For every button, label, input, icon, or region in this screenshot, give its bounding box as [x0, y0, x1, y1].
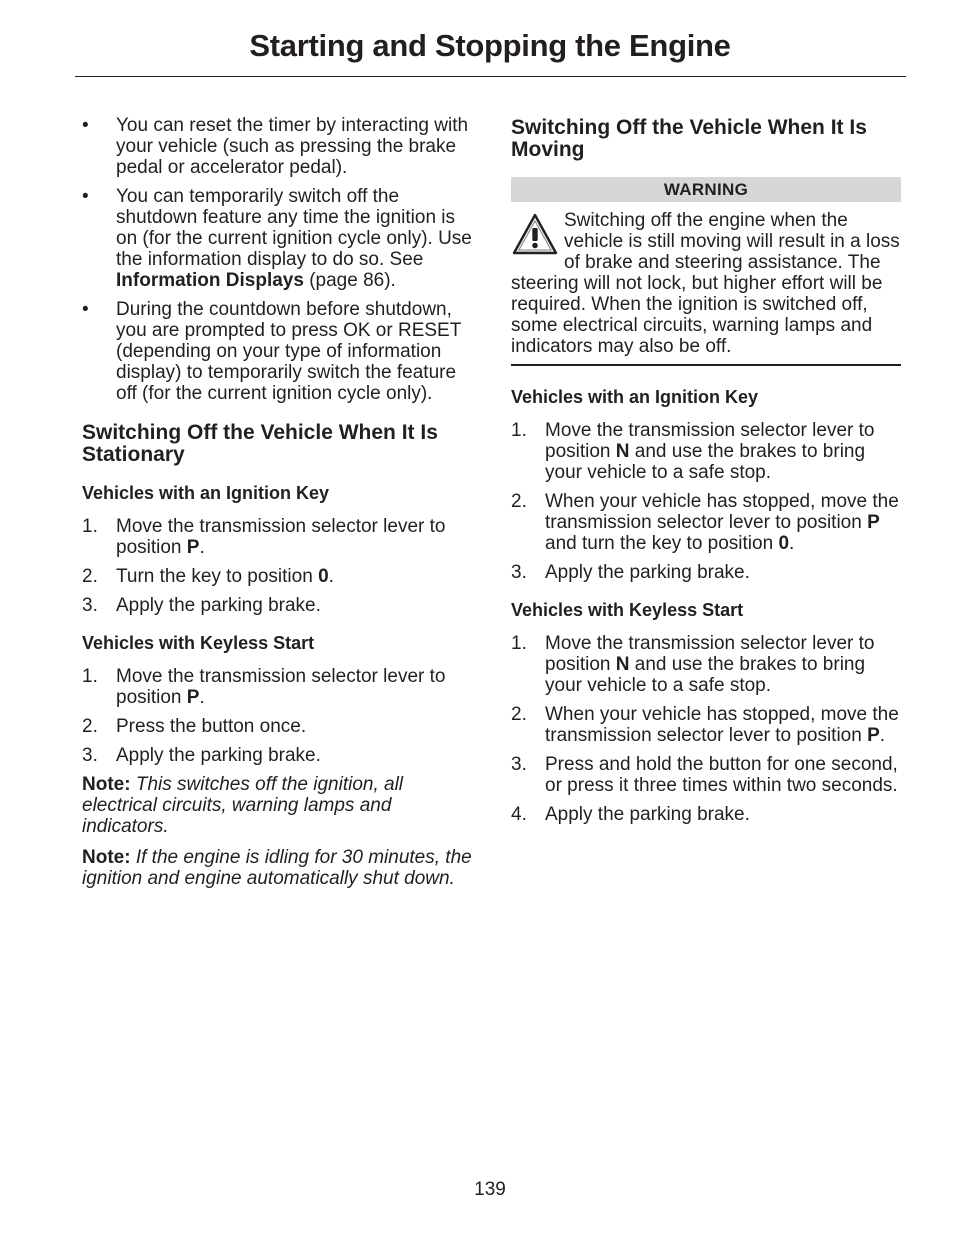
warning-label: WARNING: [511, 177, 901, 202]
step-number: 1.: [511, 633, 527, 654]
subheading-ignition-key: Vehicles with an Ignition Key: [82, 483, 330, 503]
left-column: [82, 115, 472, 889]
step-text: .: [789, 533, 795, 554]
list-item: [511, 754, 901, 796]
bullet-text: You can temporarily switch off the shutdown feature any time the ignition is on (for the current ignition cycle only). Use the information display to do so. See: [116, 186, 472, 270]
step-text: Press and hold the button for one second, or press it three times within two seconds.: [545, 754, 898, 796]
step-number: 3.: [511, 754, 527, 775]
warning-triangle-icon: [511, 212, 559, 256]
step-number: 1.: [511, 420, 527, 441]
step-text: and use the brakes to bring your vehicle to a safe stop.: [545, 654, 866, 696]
steps-ignition-key: [82, 516, 472, 616]
list-item: [82, 516, 472, 558]
bullet-text: (page 86).: [303, 270, 396, 291]
list-item: [511, 420, 901, 483]
step-text: Apply the parking brake.: [116, 595, 321, 616]
page-title: Starting and Stopping the Engine: [249, 28, 731, 63]
step-number: 2.: [82, 716, 98, 737]
cross-reference-link[interactable]: Information Displays: [116, 270, 304, 291]
note-text: If the engine is idling for 30 minutes, the ignition and engine automatically shut down.: [82, 847, 472, 889]
step-bold: N: [615, 654, 630, 675]
list-item: [511, 704, 901, 746]
step-bold: P: [186, 687, 200, 708]
step-number: 3.: [82, 745, 98, 766]
bullet-marker: •: [82, 115, 89, 136]
note-idle-shutdown: [82, 847, 472, 889]
step-bold: N: [615, 441, 630, 462]
list-item: [82, 595, 472, 616]
step-number: 3.: [82, 595, 98, 616]
right-column: [511, 115, 901, 833]
steps-ignition-key: [511, 420, 901, 583]
list-item: [82, 186, 472, 291]
section-heading-stationary: Switching Off the Vehicle When It Is Stationary: [82, 421, 438, 466]
list-item: [82, 566, 472, 587]
step-text: Move the transmission selector lever to position: [116, 666, 446, 708]
step-bold: 0: [778, 533, 790, 554]
bullet-text: During the countdown before shutdown, you are prompted to press OK or RESET (depending on your type of information display) to temporarily switch the feature off (for the current ignition cycle only).: [116, 299, 461, 404]
bullet-marker: •: [82, 299, 89, 320]
list-item: [82, 299, 472, 404]
step-bold: 0: [318, 566, 329, 587]
step-text: When your vehicle has stopped, move the transmission selector lever to position: [545, 704, 899, 746]
warning-body: [511, 210, 901, 357]
bullet-marker: •: [82, 186, 89, 207]
step-text: and turn the key to position: [545, 533, 779, 554]
section-heading-moving: Switching Off the Vehicle When It Is Moving: [511, 116, 867, 161]
note-text: This switches off the ignition, all electrical circuits, warning lamps and indicators.: [82, 774, 404, 837]
steps-keyless-start: [82, 666, 472, 766]
title-divider: [75, 76, 906, 77]
page-number: 139: [474, 1179, 506, 1200]
list-item: [82, 716, 472, 737]
step-number: 2.: [82, 566, 98, 587]
warning-text: Switching off the engine when the vehicle is still moving will result in a loss of brake and steering assistance. The steering will not lock, but higher effort will be required. When the ignition is switched off, some electrical circuits, warning lamps and indicators may also be off.: [511, 210, 900, 357]
step-text: .: [199, 687, 205, 708]
list-item: [82, 666, 472, 708]
step-text: .: [328, 566, 334, 587]
bullet-list: [82, 115, 472, 404]
note-label: Note:: [82, 774, 131, 795]
warning-divider: [511, 364, 901, 366]
list-item: [511, 491, 901, 554]
step-text: When your vehicle has stopped, move the transmission selector lever to position: [545, 491, 899, 533]
bullet-text: You can reset the timer by interacting with your vehicle (such as pressing the brake pedal or accelerator pedal).: [116, 115, 469, 178]
warning-box: [511, 177, 901, 366]
step-text: Apply the parking brake.: [116, 745, 321, 766]
step-text: and use the brakes to bring your vehicle to a safe stop.: [545, 441, 866, 483]
step-bold: P: [867, 725, 880, 746]
list-item: [82, 115, 472, 178]
step-text: Move the transmission selector lever to position: [545, 633, 875, 675]
step-number: 1.: [82, 516, 98, 537]
step-number: 3.: [511, 562, 527, 583]
step-number: 2.: [511, 491, 527, 512]
list-item: [511, 562, 901, 583]
step-bold: P: [186, 537, 200, 558]
step-text: .: [879, 725, 886, 746]
subheading-ignition-key: Vehicles with an Ignition Key: [511, 387, 759, 407]
step-text: .: [199, 537, 205, 558]
step-text: Apply the parking brake.: [545, 804, 750, 825]
step-text: Move the transmission selector lever to position: [545, 420, 875, 462]
note-ignition-off: [82, 774, 472, 837]
step-text: Move the transmission selector lever to position: [116, 516, 446, 558]
step-text: Press the button once.: [116, 716, 307, 737]
note-label: Note:: [82, 847, 131, 868]
subheading-keyless-start: Vehicles with Keyless Start: [82, 633, 315, 653]
step-number: 4.: [511, 804, 527, 825]
step-bold: P: [867, 512, 880, 533]
step-text: Apply the parking brake.: [545, 562, 750, 583]
list-item: [511, 804, 901, 825]
list-item: [511, 633, 901, 696]
list-item: [82, 745, 472, 766]
step-text: Turn the key to position: [116, 566, 319, 587]
step-number: 1.: [82, 666, 98, 687]
step-number: 2.: [511, 704, 527, 725]
steps-keyless-start: [511, 633, 901, 825]
subheading-keyless-start: Vehicles with Keyless Start: [511, 600, 744, 620]
